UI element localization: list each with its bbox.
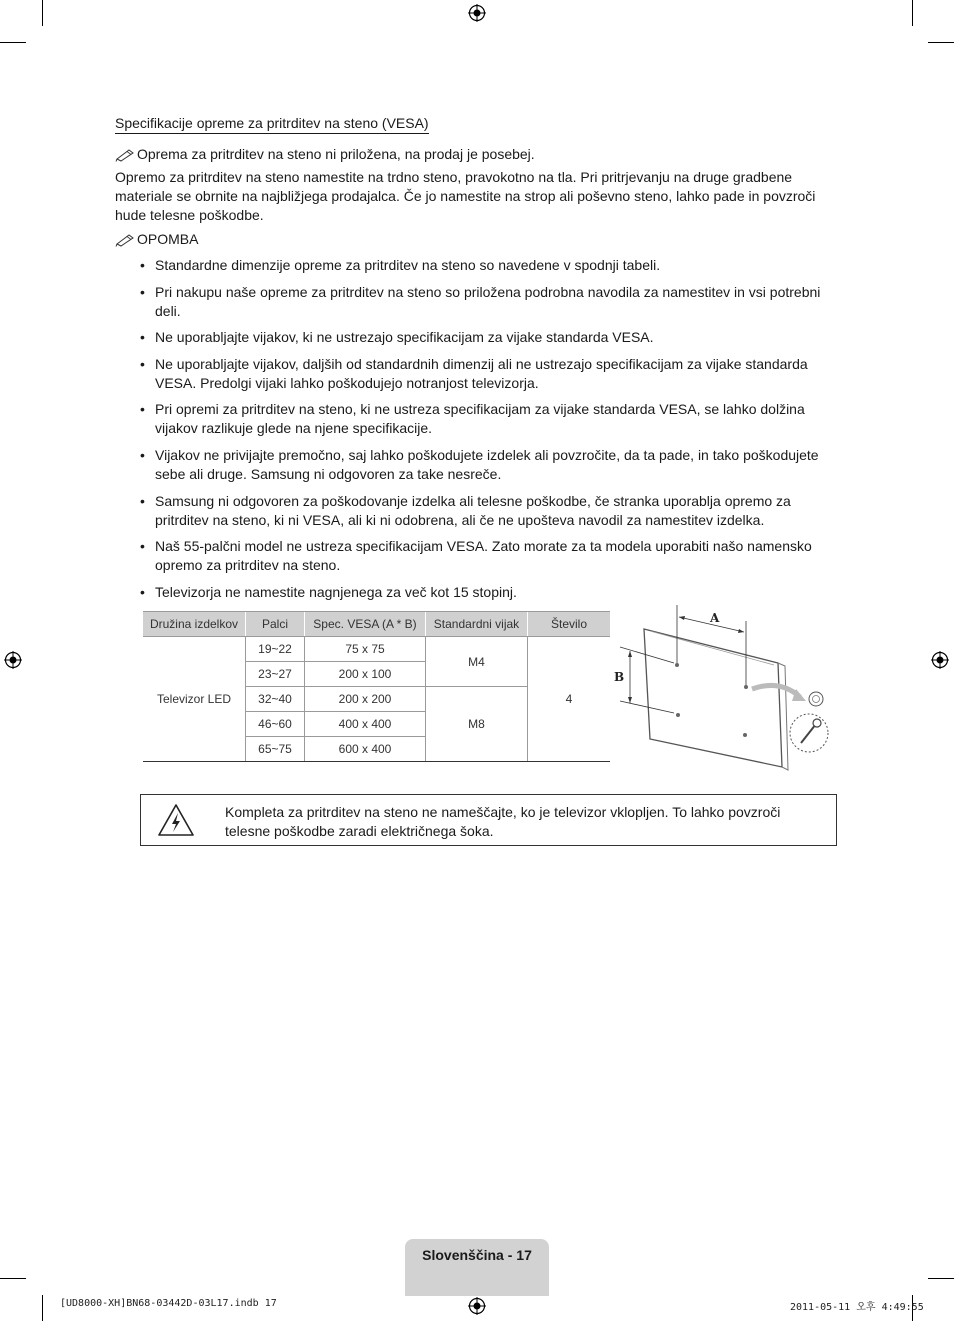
column-header: Standardni vijak [426, 612, 528, 637]
inches-cell: 23~27 [246, 662, 305, 687]
screw-cell: M8 [426, 687, 528, 762]
crop-mark [928, 1278, 954, 1279]
vesa-spec-table [143, 611, 610, 762]
intro-paragraph: Opremo za pritrditev na steno namestite na trdno steno, pravokotno na tla. Pri pritrjevanju na druge gradbene materiale se obrnite na najbližjega prodajalca. Če jo namestite na strop ali poševno steno, lahko pade in povzroči hude telesne poškodbe. [115, 169, 816, 223]
table-header-row [143, 612, 610, 637]
screw-head-icon [809, 692, 823, 706]
crop-mark [42, 0, 43, 26]
crop-mark [928, 42, 954, 43]
crop-mark [42, 1295, 43, 1321]
footer-timestamp: 2011-05-11 오후 4:49:55 [790, 1302, 924, 1313]
registration-mark-icon [468, 4, 486, 22]
registration-mark-icon [4, 651, 22, 669]
inches-cell: 46~60 [246, 712, 305, 737]
vesa-cell: 400 x 400 [305, 712, 426, 737]
inches-cell: 19~22 [246, 637, 305, 662]
vesa-cell: 200 x 200 [305, 687, 426, 712]
list-item: • Naš 55-palčni model ne ustreza specifikacijam VESA. Zato morate za ta modela uporabiti našo namensko opremo za pritrditev na steno. [140, 537, 840, 575]
column-header: Spec. VESA (A * B) [305, 612, 426, 637]
page-number: Slovenščina - 17 [422, 1247, 532, 1263]
registration-mark-icon [931, 651, 949, 669]
note-heading [115, 230, 198, 249]
registration-mark-icon [468, 1297, 486, 1315]
list-item: • Televizorja ne namestite nagnjenega za več kot 15 stopinj. [140, 583, 840, 602]
note-bullet-list [140, 256, 840, 609]
column-header: Družina izdelkov [143, 612, 246, 637]
vesa-cell: 200 x 100 [305, 662, 426, 687]
mount-hole [744, 685, 748, 689]
inches-cell: 65~75 [246, 737, 305, 762]
list-item: • Pri opremi za pritrditev na steno, ki ne ustreza specifikacijam za vijake standarda VESA, se lahko dolžina vijakov razlikuje glede na njene specifikacije. [140, 400, 840, 438]
note-text: Oprema za pritrditev na steno ni priložena, na prodaj je posebej. [137, 146, 535, 162]
inches-cell: 32~40 [246, 687, 305, 712]
list-item: • Samsung ni odgovoren za poškodovanje izdelka ali telesne poškodbe, če stranka uporablja opremo za pritrditev na steno, ki ni VESA, ali ki ni odobrena, ali če ne upošteva navodil za namestitev izdelka. [140, 492, 840, 530]
list-item: • Ne uporabljajte vijakov, ki ne ustrezajo specifikacijam za vijake standarda VESA. [140, 328, 840, 347]
pencil-note-icon [115, 148, 137, 162]
column-header: Število [528, 612, 611, 637]
note-label: OPOMBA [137, 231, 199, 247]
electric-shock-warning-icon [157, 803, 195, 837]
list-item: • Standardne dimenzije opreme za pritrditev na steno so navedene v spodnji tabeli. [140, 256, 840, 275]
tv-mount-diagram [610, 603, 840, 773]
crop-mark [0, 1278, 26, 1279]
mount-hole [743, 733, 747, 737]
page-number-tab [405, 1239, 549, 1296]
dimension-a-label: A [710, 611, 720, 625]
count-cell: 4 [528, 637, 611, 762]
table-row [143, 637, 610, 662]
list-item: • Ne uporabljajte vijakov, daljših od standardnih dimenzij ali ne ustrezajo specifikacijam za vijake standarda VESA. Predolgi vijaki lahko poškodujejo notranjost televizorja. [140, 355, 840, 393]
warning-box [140, 794, 837, 846]
mount-hole [675, 663, 679, 667]
column-header: Palci [246, 612, 305, 637]
section-title: Specifikacije opreme za pritrditev na steno (VESA) [115, 114, 429, 134]
note-line [115, 145, 535, 164]
mount-hole [676, 713, 680, 717]
pencil-note-icon [115, 233, 137, 247]
footer-file-info: [UD8000-XH]BN68-03442D-03L17.indb 17 [60, 1298, 277, 1309]
list-item: • Pri nakupu naše opreme za pritrditev na steno so priložena podrobna navodila za namestitev in vsi potrebni deli. [140, 283, 840, 321]
dimension-b-label: B [614, 670, 625, 684]
crop-mark [0, 42, 26, 43]
vesa-cell: 600 x 400 [305, 737, 426, 762]
crop-mark [912, 0, 913, 26]
vesa-cell: 75 x 75 [305, 637, 426, 662]
screw-cell: M4 [426, 637, 528, 687]
list-item: • Vijakov ne privijajte premočno, saj lahko poškodujete izdelek ali povzročite, da ta pade, in tako poškodujete sebe ali druge. Samsung ni odgovoren za take nesreče. [140, 446, 840, 484]
product-family-cell: Televizor LED [143, 637, 246, 762]
warning-text: Kompleta za pritrditev na steno ne nameščajte, ko je televizor vklopljen. To lahko povzroči telesne poškodbe zaradi električnega šoka. [225, 804, 781, 839]
